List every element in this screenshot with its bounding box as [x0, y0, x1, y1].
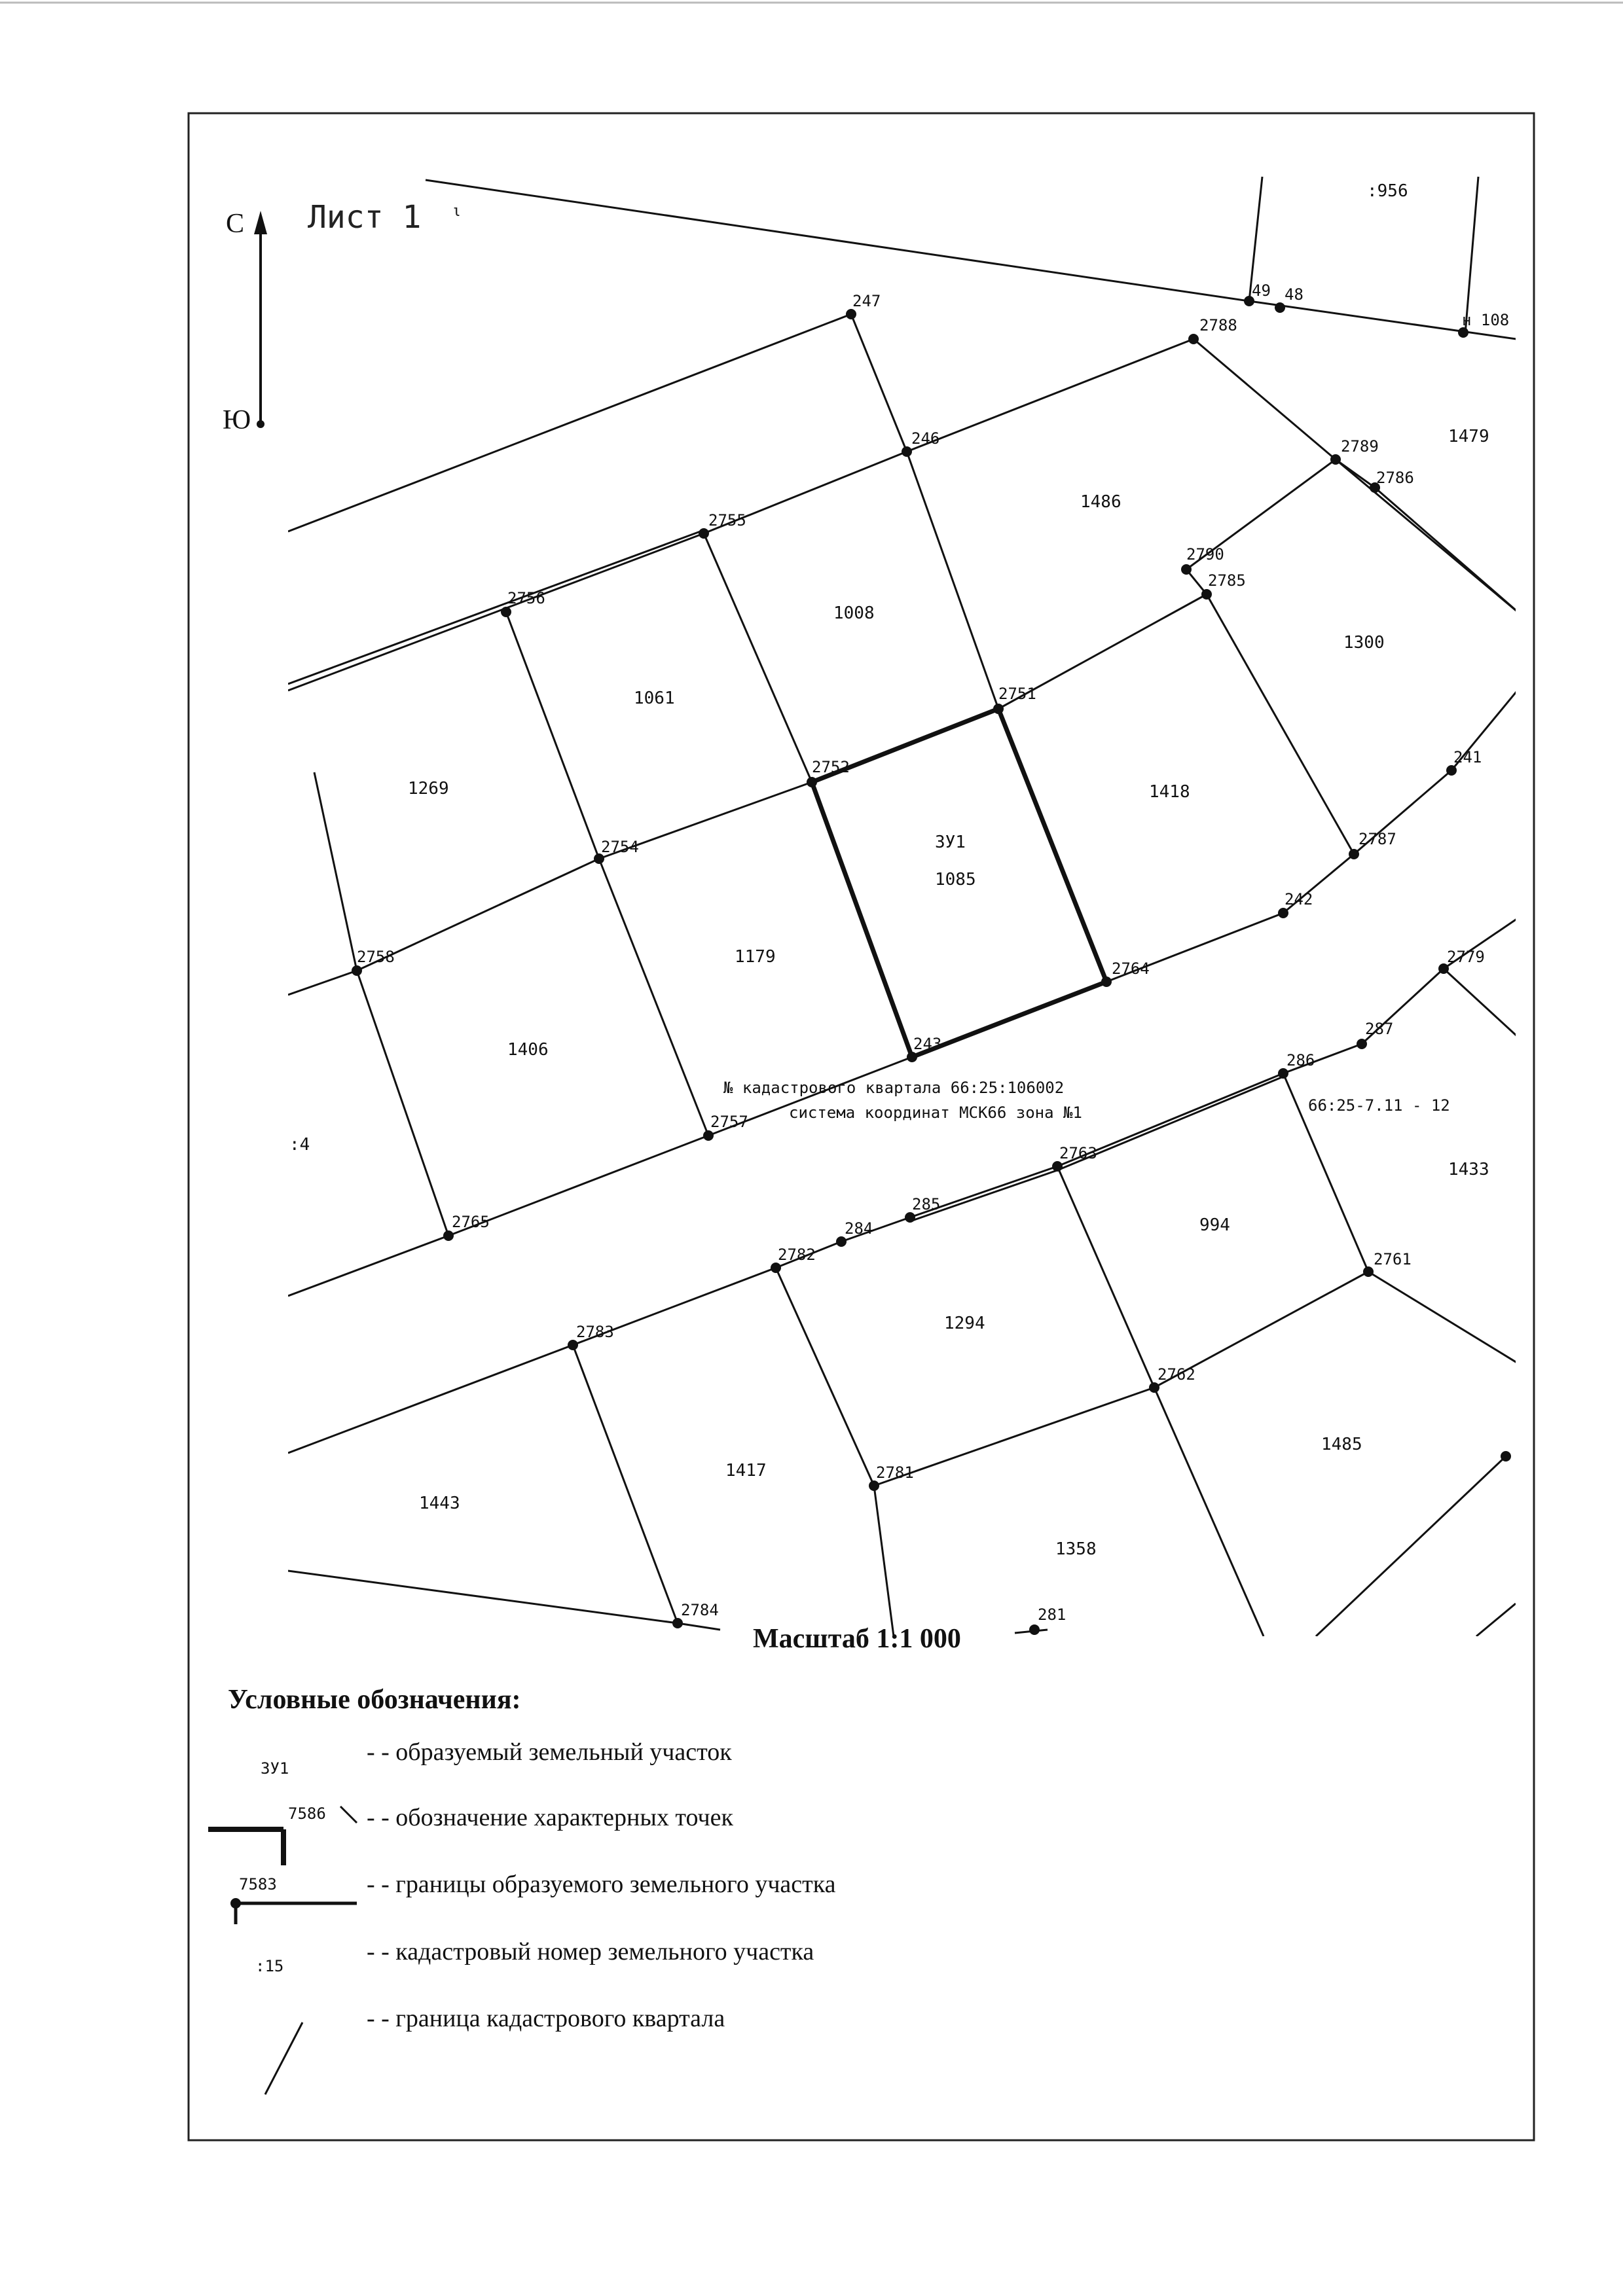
- point-2782-label: 2782: [778, 1246, 816, 1264]
- north-label: С: [226, 209, 245, 239]
- point-2763-label: 2763: [1059, 1144, 1097, 1162]
- coordinate-system-text: система координат МСК66 зона №1: [789, 1103, 1082, 1122]
- legend-item-parcel: - - образуемый земельный участок: [367, 1738, 732, 1766]
- point-285-marker: [905, 1212, 915, 1223]
- quarter-number-text: № кадастрового квартала 66:25:106002: [723, 1079, 1065, 1097]
- sheet-title: Лист 1: [308, 199, 422, 236]
- parcel-1433-label: 1433: [1448, 1160, 1489, 1179]
- parcel-zu1-label: ЗУ1: [935, 833, 966, 852]
- svg-text:ι: ι: [452, 202, 462, 220]
- point-2761-marker: [1363, 1266, 1374, 1277]
- region-code-text: 66:25-7.11 - 12: [1308, 1096, 1450, 1115]
- point-2781-marker: [869, 1480, 879, 1491]
- point-2784-label: 2784: [681, 1601, 719, 1619]
- point-2786-label: 2786: [1376, 469, 1414, 487]
- point-2755-marker: [699, 528, 709, 539]
- sheet-frame: [189, 113, 1534, 2140]
- point-2789-marker: [1330, 454, 1341, 465]
- parcel-1179-label: 1179: [735, 947, 776, 967]
- point-2790-label: 2790: [1186, 545, 1224, 564]
- point-2754-label: 2754: [601, 838, 639, 856]
- point-2763-marker: [1052, 1161, 1063, 1172]
- parcel-1269-label: 1269: [408, 779, 449, 798]
- point-286-label: 286: [1286, 1051, 1315, 1069]
- point-284-marker: [836, 1236, 847, 1247]
- parcel-1485-label: 1485: [1321, 1435, 1362, 1454]
- point-2765-marker: [443, 1230, 454, 1241]
- point-2785-marker: [1201, 589, 1212, 600]
- point-287-label: 287: [1365, 1020, 1394, 1038]
- point-2783-marker: [568, 1340, 578, 1350]
- point-2757-label: 2757: [710, 1113, 748, 1131]
- point-2784-marker: [672, 1618, 683, 1628]
- point-48-marker: [1275, 302, 1285, 313]
- point-2756-label: 2756: [507, 589, 545, 607]
- parcel-956-label: :956: [1367, 181, 1408, 201]
- point-2783-label: 2783: [576, 1323, 614, 1341]
- point-243-label: 243: [913, 1035, 942, 1053]
- point-246-marker: [902, 446, 912, 457]
- parcel-4-label: :4: [289, 1135, 310, 1155]
- point-2780-marker: [1501, 1451, 1511, 1462]
- parcel-1085-label: 1085: [935, 870, 976, 889]
- legend-code-point: 7586: [288, 1804, 326, 1823]
- parcel-1418-label: 1418: [1149, 782, 1190, 802]
- point-241-label: 241: [1453, 748, 1482, 766]
- point-49-label: 49: [1252, 281, 1271, 300]
- legend-symbols: [208, 1806, 357, 2094]
- point-2787-marker: [1349, 849, 1359, 859]
- parcel-1417-label: 1417: [725, 1461, 767, 1480]
- point-246-label: 246: [911, 429, 940, 448]
- point-2751-label: 2751: [998, 685, 1036, 703]
- legend-item-cadastral-number: - - кадастровый номер земельного участка: [367, 1938, 814, 1965]
- point-2758-label: 2758: [357, 948, 395, 966]
- point-2788-marker: [1188, 334, 1199, 344]
- legend-code-cadastral: :15: [255, 1957, 284, 1975]
- point-247-marker: [846, 309, 856, 319]
- quarter-info: [723, 1079, 1450, 1122]
- point-2755-label: 2755: [708, 511, 746, 529]
- parcel-1443-label: 1443: [419, 1494, 460, 1513]
- point-2789-label: 2789: [1341, 437, 1379, 456]
- parcel-1358-label: 1358: [1055, 1539, 1097, 1559]
- point-243-marker: [907, 1052, 917, 1062]
- point-286-marker: [1278, 1068, 1288, 1079]
- point-2762-marker: [1149, 1382, 1159, 1393]
- parcel-labels: [289, 181, 1489, 1559]
- point-labels: [357, 281, 1509, 1624]
- point-2781-label: 2781: [876, 1463, 914, 1482]
- map-linework: [288, 177, 1525, 1636]
- legend-code-boundary: 7583: [239, 1875, 277, 1893]
- point-2765-label: 2765: [452, 1213, 490, 1231]
- point-2787-label: 2787: [1359, 830, 1396, 848]
- point-2751-marker: [993, 704, 1004, 714]
- parcel-1008-label: 1008: [833, 603, 875, 623]
- point-2756-marker: [501, 607, 511, 617]
- point-2779-label: 2779: [1447, 948, 1485, 966]
- point-2752-label: 2752: [812, 758, 850, 776]
- point-108-label: н 108: [1462, 311, 1510, 329]
- point-2757-marker: [703, 1130, 714, 1141]
- point-281-label: 281: [1038, 1605, 1067, 1624]
- point-2762-label: 2762: [1158, 1365, 1195, 1384]
- point-2790-marker: [1181, 564, 1192, 575]
- point-247-label: 247: [852, 292, 881, 310]
- north-arrow: [223, 209, 267, 435]
- legend-item-quarter-border: - - граница кадастрового квартала: [367, 2005, 725, 2032]
- parcel-1479-label: 1479: [1448, 427, 1489, 446]
- point-2758-marker: [352, 965, 362, 976]
- point-241-marker: [1446, 765, 1457, 776]
- south-label: Ю: [223, 405, 251, 435]
- legend-item-points: - - обозначение характерных точек: [367, 1804, 733, 1831]
- point-2764-marker: [1101, 977, 1112, 987]
- point-242-label: 242: [1285, 890, 1313, 908]
- point-2785-label: 2785: [1208, 571, 1246, 590]
- parcel-994-label: 994: [1199, 1215, 1230, 1235]
- point-2752-marker: [807, 777, 817, 787]
- point-48-label: 48: [1285, 285, 1304, 304]
- legend-title: Условные обозначения:: [228, 1685, 521, 1715]
- legend-code-zu1: ЗУ1: [261, 1759, 289, 1778]
- point-2764-label: 2764: [1112, 960, 1150, 978]
- parcel-1406-label: 1406: [507, 1040, 549, 1060]
- parcel-1294-label: 1294: [944, 1314, 985, 1333]
- point-2782-marker: [771, 1263, 781, 1273]
- point-287-marker: [1357, 1039, 1367, 1049]
- parcel-1486-label: 1486: [1080, 492, 1122, 512]
- point-242-marker: [1278, 908, 1288, 918]
- point-2788-label: 2788: [1199, 316, 1237, 334]
- parcel-1061-label: 1061: [634, 689, 675, 708]
- point-2761-label: 2761: [1374, 1250, 1412, 1268]
- point-284-label: 284: [845, 1219, 873, 1238]
- parcel-1300-label: 1300: [1343, 633, 1385, 653]
- point-285-label: 285: [912, 1195, 941, 1213]
- point-281-marker: [1029, 1624, 1040, 1635]
- legend-item-boundary: - - границы образуемого земельного участка: [367, 1871, 836, 1898]
- scale-label: Масштаб 1:1 000: [753, 1624, 961, 1654]
